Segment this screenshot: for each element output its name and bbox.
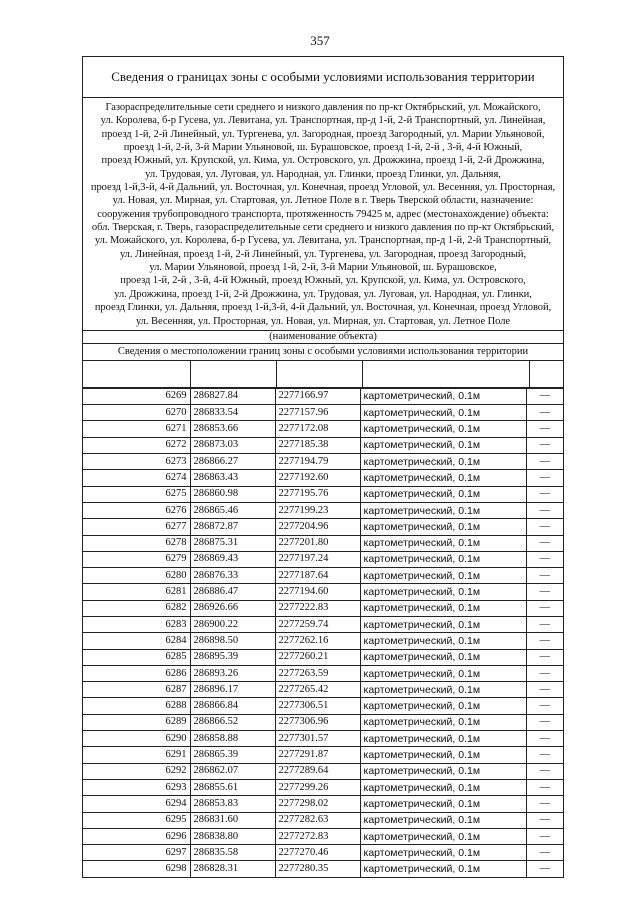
description-line: проезд 1-й, 2-й Линейный, ул. Тургенева, ул. Загородная, проезд Загородный, ул. Марии Ульяновой, [101,128,545,140]
point-number-cell: 6290 [83,731,190,747]
y-coordinate-cell: 2277282.63 [275,812,360,828]
table-row [83,551,563,567]
y-coordinate-cell: 2277272.83 [275,828,360,844]
point-number-cell: 6284 [83,633,190,649]
point-number-cell: 6269 [83,388,190,404]
table-row [83,454,563,470]
note-cell: — [526,519,563,535]
description-line: сооружения трубопроводного транспорта, протяженность 79425 м, адрес (местонахождение) объекта: [97,208,549,220]
y-coordinate-cell: 2277185.38 [275,437,360,453]
description-line: проезд 1-й, 2-й , 3-й, 4-й Южный, проезд Южный, ул. Крупской, ул. Кима, ул. Островского, [120,275,526,287]
method-cell: картометрический, 0.1м [360,845,526,861]
note-cell: — [526,779,563,795]
table-row [83,779,563,795]
table-row [83,682,563,698]
description-line: ул. Весенняя, ул. Просторная, ул. Новая, ул. Мирная, ул. Стартовая, ул. Летное Поле [135,315,511,327]
table-row [83,421,563,437]
x-coordinate-cell: 286853.83 [190,796,275,812]
x-coordinate-cell: 286865.46 [190,502,275,518]
x-coordinate-cell: 286865.39 [190,747,275,763]
point-number-cell: 6296 [83,828,190,844]
note-cell: — [526,633,563,649]
table-row [83,584,563,600]
coordinates-table [83,388,563,877]
x-coordinate-cell: 286875.31 [190,535,275,551]
note-cell: — [526,682,563,698]
x-coordinate-cell: 286838.80 [190,828,275,844]
point-number-cell: 6270 [83,405,190,421]
note-cell: — [526,665,563,681]
spacer-cell [530,361,563,387]
method-cell: картометрический, 0.1м [360,454,526,470]
note-cell: — [526,437,563,453]
description-line: ул. Можайского, ул. Королева, б-р Гусева, ул. Левитана, ул. Транспортная, пр-д 1-й, 2-й Транспортный, [94,235,552,247]
note-cell: — [526,828,563,844]
method-cell: картометрический, 0.1м [360,421,526,437]
y-coordinate-cell: 2277306.51 [275,698,360,714]
y-coordinate-cell: 2277187.64 [275,568,360,584]
description-line: проезд 1-й,3-й, 4-й Дальний, ул. Восточная, ул. Конечная, проезд Угловой, ул. Весенняя, ул. Просторная, [90,182,556,194]
note-cell: — [526,502,563,518]
description-line: ул. Новая, ул. Мирная, ул. Стартовая, ул. Летное Поле в г. Тверь Тверской области, назначение: [112,195,534,207]
description-line: проезд Южный, ул. Крупской, ул. Кима, ул. Островского, ул. Дрожжина, проезд 1-й, 2-й Дрожжина, [101,155,545,167]
y-coordinate-cell: 2277192.60 [275,470,360,486]
method-cell: картометрический, 0.1м [360,405,526,421]
x-coordinate-cell: 286869.43 [190,551,275,567]
point-number-cell: 6276 [83,502,190,518]
note-cell: — [526,600,563,616]
point-number-cell: 6275 [83,486,190,502]
note-cell: — [526,486,563,502]
y-coordinate-cell: 2277262.16 [275,633,360,649]
method-cell: картометрический, 0.1м [360,486,526,502]
table-row [83,828,563,844]
y-coordinate-cell: 2277259.74 [275,617,360,633]
point-number-cell: 6294 [83,796,190,812]
y-coordinate-cell: 2277260.21 [275,649,360,665]
point-number-cell: 6297 [83,845,190,861]
table-row [83,649,563,665]
method-cell: картометрический, 0.1м [360,763,526,779]
table-row [83,747,563,763]
x-coordinate-cell: 286872.87 [190,519,275,535]
point-number-cell: 6277 [83,519,190,535]
note-cell: — [526,405,563,421]
table-row [83,731,563,747]
x-coordinate-cell: 286858.88 [190,731,275,747]
x-coordinate-cell: 286833.54 [190,405,275,421]
y-coordinate-cell: 2277298.02 [275,796,360,812]
y-coordinate-cell: 2277306.96 [275,714,360,730]
point-number-cell: 6295 [83,812,190,828]
object-caption: (наименование объекта) [83,331,563,344]
note-cell: — [526,584,563,600]
description-line: ул. Королева, б-р Гусева, ул. Левитана, ул. Транспортная, пр-д 1-й, 2-й Транспортный, ул. Линейная, [100,115,546,127]
x-coordinate-cell: 286886.47 [190,584,275,600]
table-row [83,698,563,714]
method-cell: картометрический, 0.1м [360,665,526,681]
y-coordinate-cell: 2277289.64 [275,763,360,779]
point-number-cell: 6278 [83,535,190,551]
point-number-cell: 6274 [83,470,190,486]
x-coordinate-cell: 286860.98 [190,486,275,502]
page-number: 357 [310,33,330,48]
y-coordinate-cell: 2277301.57 [275,731,360,747]
note-cell: — [526,421,563,437]
x-coordinate-cell: 286873.03 [190,437,275,453]
note-cell: — [526,617,563,633]
point-number-cell: 6281 [83,584,190,600]
table-row [83,861,563,877]
point-number-cell: 6286 [83,665,190,681]
description-line: ул. Дрожжина, проезд 1-й, 2-й Дрожжина, ул. Трудовая, ул. Луговая, ул. Народная, ул. Глинки, [114,288,532,300]
method-cell: картометрический, 0.1м [360,649,526,665]
point-number-cell: 6298 [83,861,190,877]
y-coordinate-cell: 2277172.08 [275,421,360,437]
method-cell: картометрический, 0.1м [360,779,526,795]
y-coordinate-cell: 2277199.23 [275,502,360,518]
description-line: обл. Тверская, г. Тверь, газораспределительные сети среднего и низкого давления по пр-кт Октябрьский, [91,222,555,234]
y-coordinate-cell: 2277166.97 [275,388,360,404]
x-coordinate-cell: 286866.52 [190,714,275,730]
x-coordinate-cell: 286876.33 [190,568,275,584]
point-number-cell: 6280 [83,568,190,584]
table-row [83,796,563,812]
method-cell: картометрический, 0.1м [360,861,526,877]
x-coordinate-cell: 286895.39 [190,649,275,665]
x-coordinate-cell: 286866.84 [190,698,275,714]
note-cell: — [526,470,563,486]
point-number-cell: 6291 [83,747,190,763]
note-cell: — [526,551,563,567]
note-cell: — [526,812,563,828]
y-coordinate-cell: 2277270.46 [275,845,360,861]
x-coordinate-cell: 286900.22 [190,617,275,633]
x-coordinate-cell: 286898.50 [190,633,275,649]
x-coordinate-cell: 286926.66 [190,600,275,616]
note-cell: — [526,861,563,877]
y-coordinate-cell: 2277204.96 [275,519,360,535]
point-number-cell: 6273 [83,454,190,470]
method-cell: картометрический, 0.1м [360,682,526,698]
y-coordinate-cell: 2277265.42 [275,682,360,698]
x-coordinate-cell: 286831.60 [190,812,275,828]
table-row [83,519,563,535]
table-row [83,633,563,649]
x-coordinate-cell: 286827.84 [190,388,275,404]
table-row [83,763,563,779]
method-cell: картометрический, 0.1м [360,812,526,828]
description-line: проезд Глинки, ул. Дальняя, проезд 1-й,3-й, 4-й Дальний, ул. Восточная, ул. Конечная, проезд Угловой, [94,302,552,314]
description-line: проезд 1-й, 2-й, 3-й Марии Ульяновой, ш. Бурашовское, проезд 1-й, 2-й , 3-й, 4-й Южный, [123,142,523,154]
point-number-cell: 6285 [83,649,190,665]
y-coordinate-cell: 2277194.79 [275,454,360,470]
method-cell: картометрический, 0.1м [360,714,526,730]
y-coordinate-cell: 2277299.26 [275,779,360,795]
x-coordinate-cell: 286828.31 [190,861,275,877]
table-row [83,845,563,861]
point-number-cell: 6288 [83,698,190,714]
note-cell: — [526,731,563,747]
table-row [83,535,563,551]
x-coordinate-cell: 286896.17 [190,682,275,698]
method-cell: картометрический, 0.1м [360,828,526,844]
y-coordinate-cell: 2277291.87 [275,747,360,763]
object-description [83,98,563,331]
table-row [83,568,563,584]
method-cell: картометрический, 0.1м [360,584,526,600]
method-cell: картометрический, 0.1м [360,600,526,616]
table-row [83,812,563,828]
note-cell: — [526,714,563,730]
y-coordinate-cell: 2277194.60 [275,584,360,600]
spacer-cell [363,361,530,387]
method-cell: картометрический, 0.1м [360,568,526,584]
table-row [83,470,563,486]
method-cell: картометрический, 0.1м [360,698,526,714]
method-cell: картометрический, 0.1м [360,437,526,453]
description-line: ул. Линейная, проезд 1-й, 2-й Линейный, ул. Тургенева, ул. Загородная, проезд Загородный, [119,248,527,260]
y-coordinate-cell: 2277280.35 [275,861,360,877]
method-cell: картометрический, 0.1м [360,535,526,551]
method-cell: картометрический, 0.1м [360,551,526,567]
note-cell: — [526,535,563,551]
document-title: Сведения о границах зоны с особыми условиями использования территории [83,57,563,98]
table-header-spacer [83,361,563,388]
x-coordinate-cell: 286853.66 [190,421,275,437]
note-cell: — [526,796,563,812]
method-cell: картометрический, 0.1м [360,796,526,812]
method-cell: картометрический, 0.1м [360,731,526,747]
method-cell: картометрический, 0.1м [360,519,526,535]
point-number-cell: 6271 [83,421,190,437]
point-number-cell: 6282 [83,600,190,616]
table-row [83,486,563,502]
point-number-cell: 6283 [83,617,190,633]
spacer-cell [83,361,191,387]
y-coordinate-cell: 2277157.96 [275,405,360,421]
table-row [83,388,563,404]
y-coordinate-cell: 2277201.80 [275,535,360,551]
y-coordinate-cell: 2277195.76 [275,486,360,502]
y-coordinate-cell: 2277263.59 [275,665,360,681]
zone-boundary-document [82,56,564,878]
x-coordinate-cell: 286862.07 [190,763,275,779]
note-cell: — [526,763,563,779]
method-cell: картометрический, 0.1м [360,633,526,649]
y-coordinate-cell: 2277197.24 [275,551,360,567]
point-number-cell: 6292 [83,763,190,779]
note-cell: — [526,388,563,404]
table-row [83,502,563,518]
note-cell: — [526,454,563,470]
x-coordinate-cell: 286835.58 [190,845,275,861]
x-coordinate-cell: 286863.43 [190,470,275,486]
point-number-cell: 6287 [83,682,190,698]
note-cell: — [526,747,563,763]
table-row [83,600,563,616]
note-cell: — [526,568,563,584]
table-row [83,714,563,730]
spacer-cell [191,361,277,387]
table-row [83,617,563,633]
method-cell: картометрический, 0.1м [360,617,526,633]
method-cell: картометрический, 0.1м [360,502,526,518]
y-coordinate-cell: 2277222.83 [275,600,360,616]
method-cell: картометрический, 0.1м [360,388,526,404]
x-coordinate-cell: 286893.26 [190,665,275,681]
method-cell: картометрический, 0.1м [360,470,526,486]
spacer-cell [277,361,363,387]
method-cell: картометрический, 0.1м [360,747,526,763]
description-line: Газораспределительные сети среднего и низкого давления по пр-кт Октябрьский, ул. Можайского, [105,102,541,113]
table-row [83,405,563,421]
point-number-cell: 6289 [83,714,190,730]
point-number-cell: 6272 [83,437,190,453]
description-line: ул. Трудовая, ул. Луговая, ул. Народная, ул. Глинки, проезд Глинки, ул. Дальняя, [145,168,501,180]
note-cell: — [526,845,563,861]
point-number-cell: 6279 [83,551,190,567]
x-coordinate-cell: 286866.27 [190,454,275,470]
note-cell: — [526,698,563,714]
table-row [83,437,563,453]
description-line: ул. Марии Ульяновой, проезд 1-й, 2-й, 3-й Марии Ульяновой, ш. Бурашовское, [149,262,497,274]
note-cell: — [526,649,563,665]
location-caption: Сведения о местоположении границ зоны с особыми условиями использования территории [83,344,563,361]
point-number-cell: 6293 [83,779,190,795]
table-row [83,665,563,681]
x-coordinate-cell: 286855.61 [190,779,275,795]
